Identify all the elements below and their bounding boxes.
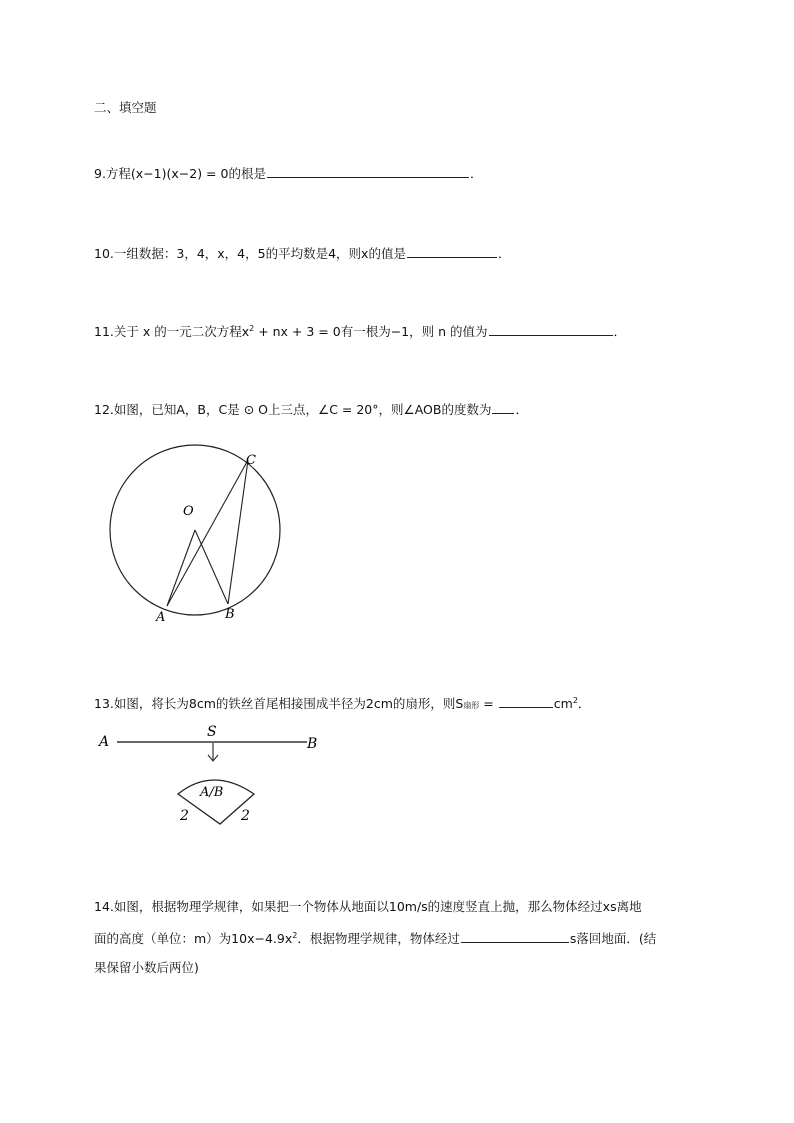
sector-figure xyxy=(95,718,335,833)
question-13-unit: cm xyxy=(553,696,573,711)
question-13 xyxy=(94,693,590,716)
answer-blank-12[interactable] xyxy=(492,399,514,414)
question-11-text-b: + nx + 3 = 0有一根为−1，则 n 的值为 xyxy=(254,324,488,339)
question-14-line-1: 14.如图，根据物理学规律，如果把一个物体从地面以10m/s的速度竖直上抛，那么物体经过xs离地 xyxy=(94,899,642,914)
answer-blank-13[interactable] xyxy=(499,693,553,708)
answer-blank-10[interactable] xyxy=(407,243,497,258)
question-10 xyxy=(94,243,510,264)
question-13-eq: = xyxy=(479,696,498,711)
question-13-end: ． xyxy=(577,696,591,711)
question-11-end: ． xyxy=(613,324,627,339)
label-o: O xyxy=(183,504,194,519)
question-11-exponent: 2 xyxy=(249,323,255,333)
label-b: B xyxy=(225,607,235,622)
question-10-end: ． xyxy=(497,246,511,261)
circle-figure xyxy=(100,440,300,630)
section-title: 二、填空题 xyxy=(94,100,157,115)
sector-label: A/B xyxy=(200,785,224,800)
question-12 xyxy=(94,399,528,420)
question-9-end: ． xyxy=(469,166,483,181)
answer-blank-11[interactable] xyxy=(489,321,613,336)
question-14-line-2 xyxy=(94,928,656,949)
question-13-unit-exponent: 2 xyxy=(572,695,578,705)
label-s: S xyxy=(207,724,217,740)
segment-ca xyxy=(167,460,248,606)
label-a-left: A xyxy=(99,734,110,750)
radius-left-label: 2 xyxy=(180,808,189,824)
label-a: A xyxy=(156,610,166,625)
segment-oa xyxy=(167,530,195,606)
question-13-text: 13.如图，将长为8cm的铁丝首尾相接围成半径为2cm的扇形，则S xyxy=(94,696,464,711)
answer-blank-14[interactable] xyxy=(461,928,569,943)
segment-cb xyxy=(228,460,248,604)
question-11 xyxy=(94,321,626,342)
question-9-text: 9.方程(x−1)(x−2) = 0的根是 xyxy=(94,166,266,181)
question-14-text-b: ．根据物理学规律，物体经过 xyxy=(297,931,460,946)
radius-right-label: 2 xyxy=(241,808,250,824)
question-14-text-c: s落回地面．(结 xyxy=(569,931,657,946)
label-b-right: B xyxy=(307,736,318,752)
question-9 xyxy=(94,163,482,184)
label-c: C xyxy=(246,453,256,468)
question-11-text-a: 11.关于 x 的一元二次方程x xyxy=(94,324,250,339)
segment-ob xyxy=(195,530,228,604)
question-13-subscript: 扇形 xyxy=(463,701,480,710)
answer-blank-9[interactable] xyxy=(267,163,469,178)
question-12-end: ． xyxy=(515,402,528,417)
question-12-text: 12.如图，已知A，B，C是 ⊙ O上三点，∠C = 20°，则∠AOB的度数为 xyxy=(94,402,492,417)
question-14-text-a: 面的高度（单位：m）为10x−4.9x xyxy=(94,931,293,946)
question-14-exponent: 2 xyxy=(292,930,298,940)
question-14-line-3: 果保留小数后两位) xyxy=(94,960,199,975)
question-10-text: 10.一组数据：3，4，x，4，5的平均数是4，则x的值是 xyxy=(94,246,406,261)
